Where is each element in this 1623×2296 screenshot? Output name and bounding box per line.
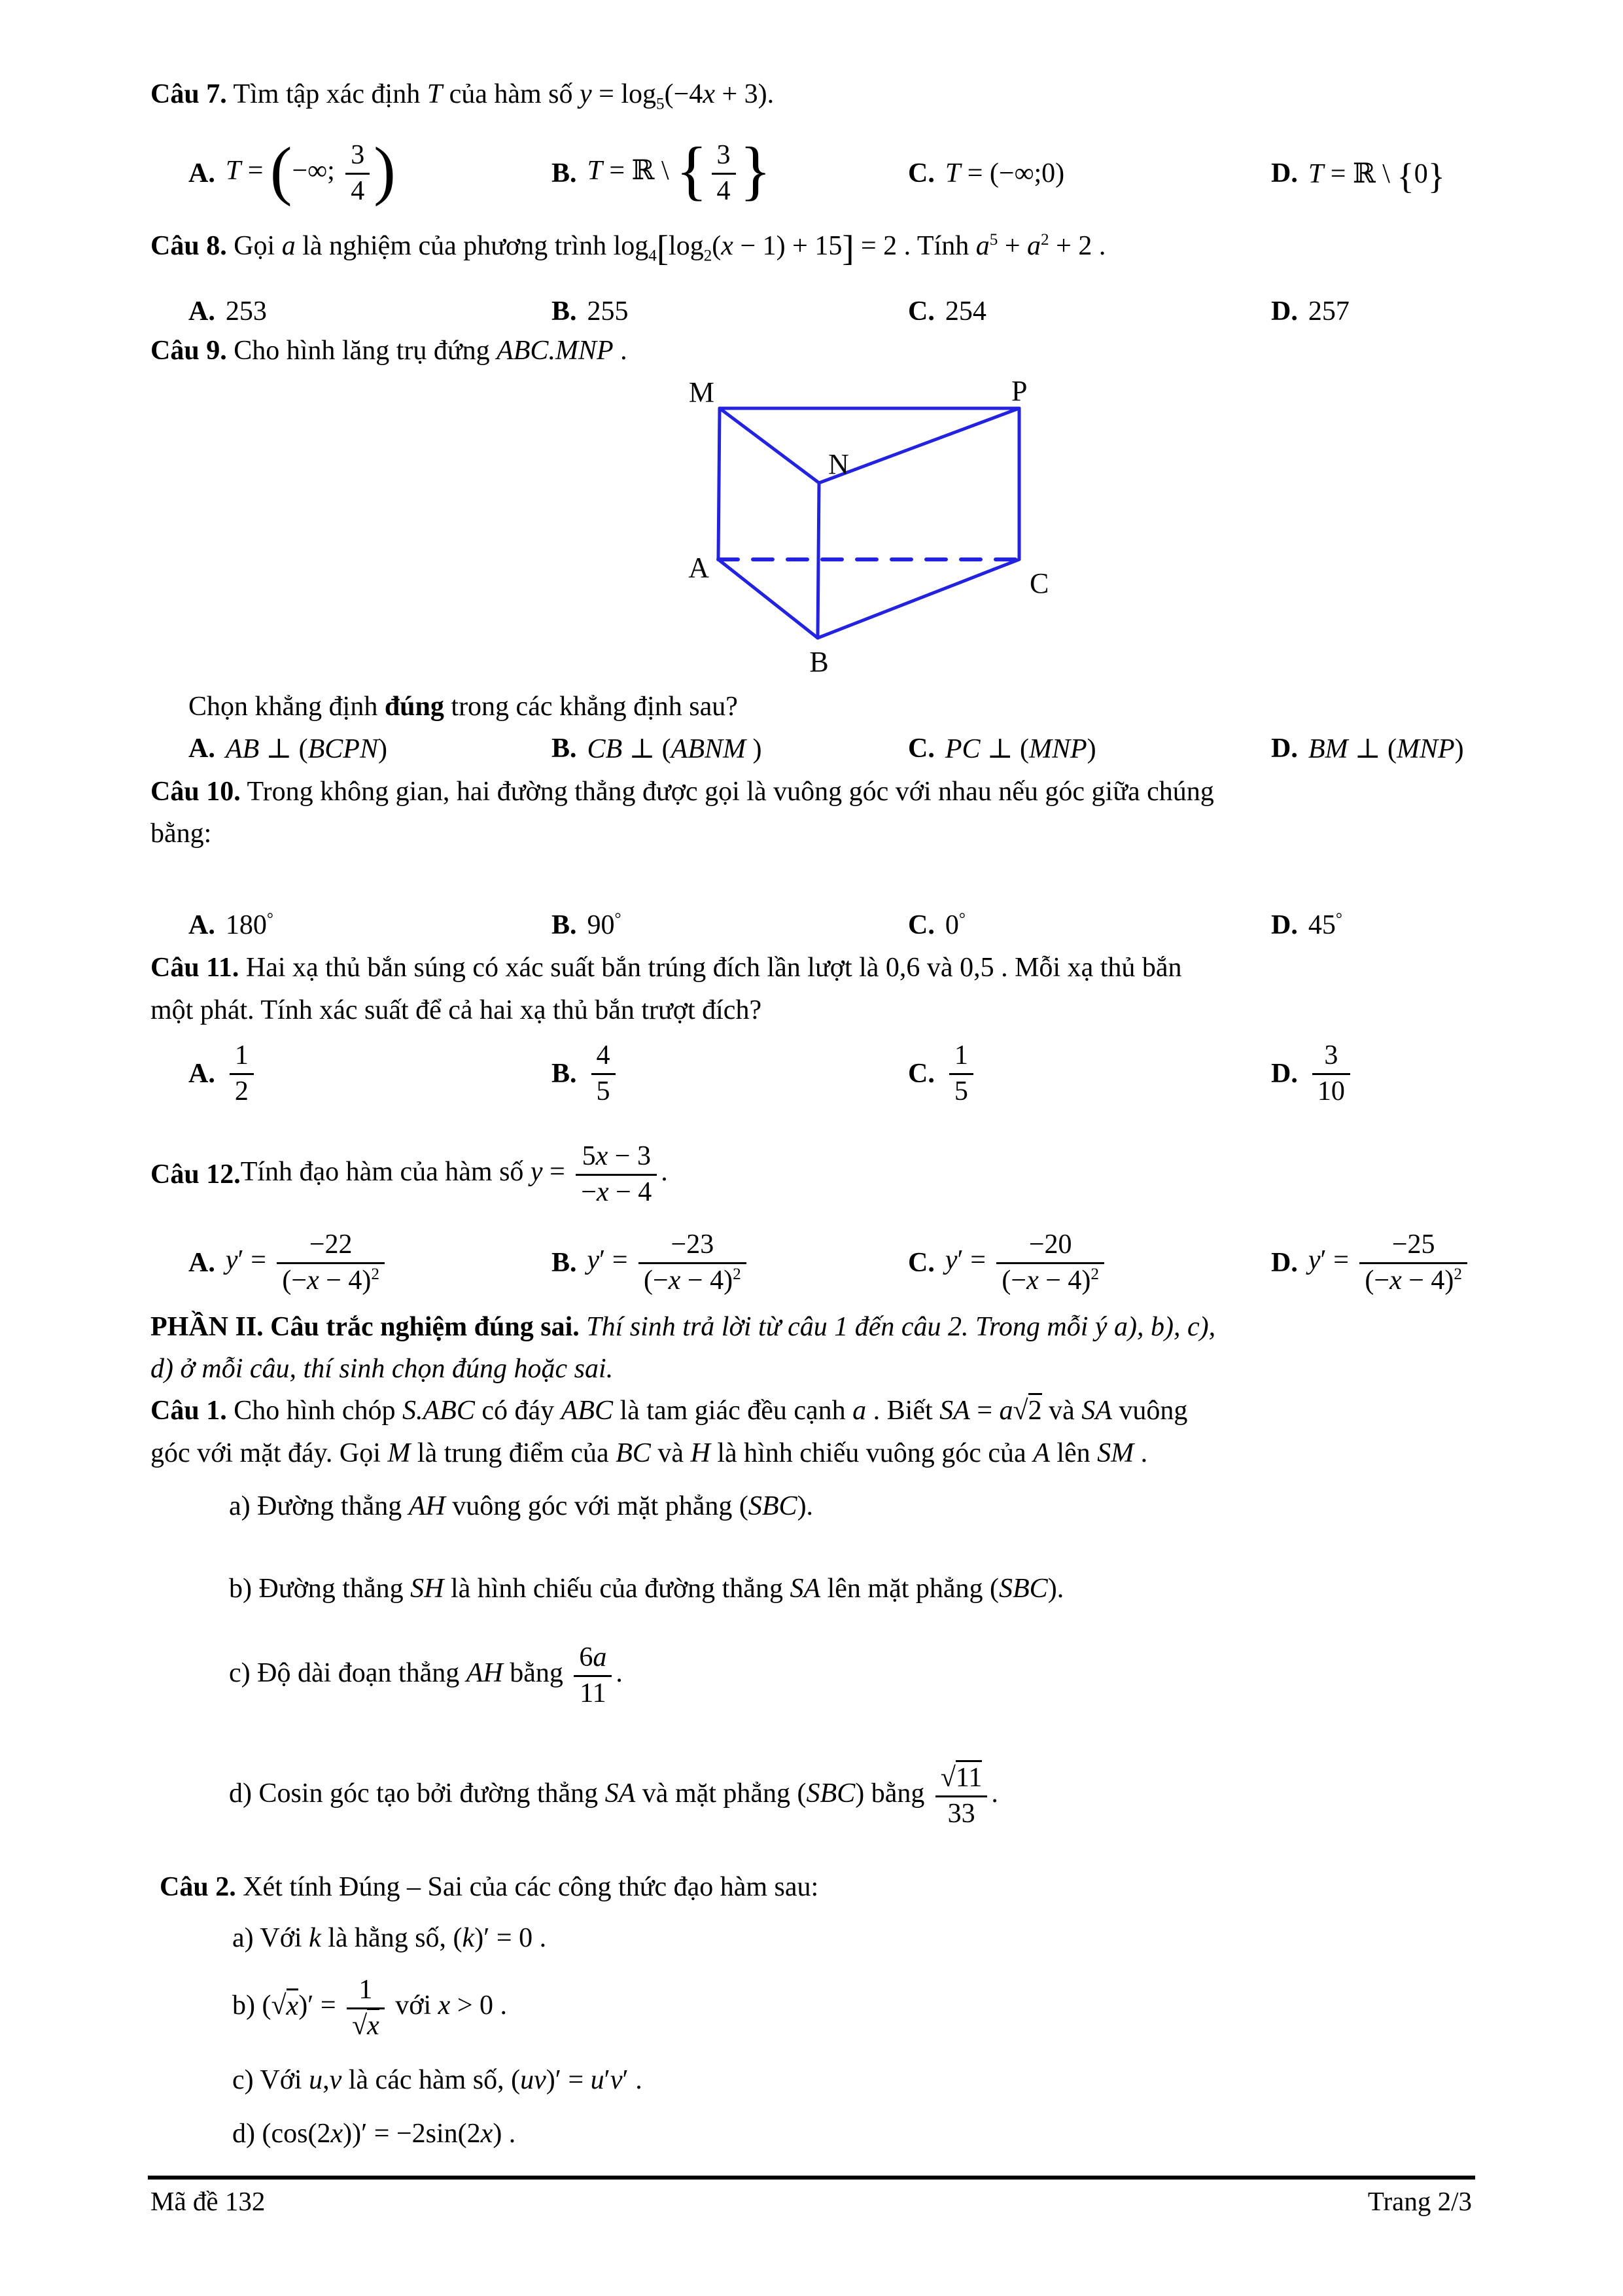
edge-NP (819, 408, 1019, 483)
edge-MN (720, 408, 819, 483)
vertex-label-m: M (688, 376, 714, 408)
vertex-label-a: A (688, 552, 709, 584)
part2-header-italic: Thí sinh trả lời từ câu 1 đến câu 2. Trong mỗi ý a), b), c), (579, 1312, 1216, 1342)
option-value: 255 (587, 296, 629, 327)
option-c (908, 158, 1271, 189)
question-7-text: Tìm tập xác định T của hàm số $y = \log_5(-4x + 3)$. (226, 79, 775, 113)
option-d (1271, 732, 1472, 765)
part2-header-line2 (150, 1353, 1472, 1385)
option-d (1271, 296, 1472, 327)
option-b (551, 1229, 908, 1296)
option-letter: D. (1271, 910, 1298, 940)
option-d (1271, 1229, 1472, 1296)
option-b (551, 1040, 908, 1106)
part2-question-1-label: Câu 1. (150, 1396, 227, 1426)
option-letter: B. (551, 1059, 577, 1089)
option-a (188, 296, 551, 327)
question-10-text: Trong không gian, hai đường thẳng được gọi là vuông góc với nhau nếu góc giữa chúng (240, 777, 1214, 807)
question-10-label: Câu 10. (150, 777, 241, 807)
option-a (188, 910, 551, 941)
option-b (551, 296, 908, 327)
question-7-label: Câu 7. (150, 79, 227, 109)
option-letter: A. (188, 296, 215, 327)
option-c (908, 732, 1271, 765)
option-value: $\frac{1}{5}$ (945, 1040, 977, 1106)
prism-edges (718, 408, 1019, 638)
vertex-label-b: B (809, 646, 829, 678)
footer-divider (148, 2176, 1475, 2180)
vertex-label-n: N (828, 448, 849, 480)
option-letter: D. (1271, 296, 1298, 327)
option-value: AB ⊥ (BCPN) (225, 734, 387, 764)
option-letter: C. (908, 733, 935, 764)
part2-header-italic2: d) ở mỗi câu, thí sinh chọn đúng hoặc sai. (150, 1354, 614, 1384)
option-c (908, 1040, 1271, 1106)
option-letter: B. (551, 910, 577, 940)
option-c (908, 296, 1271, 327)
question-9-followup: Chọn khẳng định đúng trong các khẳng định sau? (188, 692, 738, 722)
edge-MA (718, 408, 720, 559)
option-value: T = ℝ \ {0} (1308, 156, 1445, 196)
question-7 (150, 79, 1472, 113)
option-letter: B. (551, 1248, 577, 1278)
item-text: c) Độ dài đoạn thẳng AH bằng $\frac{6a}{11}$ . (229, 1642, 623, 1708)
part2-q1-item-d (150, 1754, 1472, 1839)
option-value: y′ = $\frac{-25}{(-x - 4)^2}$ (1308, 1229, 1471, 1296)
part2-question-1-text-line2: góc với mặt đáy. Gọi M là trung điểm của BC và H là hình chiếu vuông góc của A lên SM . (150, 1438, 1148, 1468)
part2-header (150, 1311, 1472, 1343)
part2-q1-item-a: a) Đường thẳng AH vuông góc với mặt phẳng (SBC). (229, 1491, 814, 1521)
question-10-text-line2: bằng: (150, 819, 212, 849)
option-value: 45° (1308, 910, 1342, 940)
vertex-label-p: P (1011, 375, 1028, 407)
part2-q2-item-c: c) Với u,v là các hàm số, (uv)′ = u′v′ . (232, 2065, 642, 2095)
question-12-text: Tính đạo hàm của hàm số y = $\frac{5x - 3}{-x - 4}$ . (240, 1141, 668, 1207)
part2-q1-item-b: b) Đường thẳng SH là hình chiếu của đường thẳng SA lên mặt phẳng (SBC). (229, 1574, 1064, 1604)
footer-page-number: Trang 2/3 (1367, 2186, 1472, 2216)
option-value: y′ = $\frac{-23}{(-x - 4)^2}$ (587, 1229, 750, 1296)
question-10-options (150, 904, 1472, 946)
option-letter: C. (908, 910, 935, 940)
question-11-text: Hai xạ thủ bắn súng có xác suất bắn trúng đích lần lượt là 0,6 và 0,5 . Mỗi xạ thủ bắn (239, 953, 1182, 983)
option-value: T = ℝ \ { $\frac{3}{4}$ } (587, 133, 771, 207)
option-value: y′ = $\frac{-20}{(-x - 4)^2}$ (945, 1229, 1108, 1296)
option-letter: B. (551, 296, 577, 327)
edge-NB (818, 483, 819, 638)
question-11-options (150, 1033, 1472, 1115)
option-letter: D. (1271, 1059, 1298, 1089)
footer-exam-code: Mã đề 132 (150, 2186, 266, 2216)
option-letter: A. (188, 1248, 215, 1278)
question-12-options (150, 1221, 1472, 1305)
option-value: 90° (587, 910, 621, 940)
prism-figure (654, 368, 1086, 695)
option-letter: C. (908, 158, 935, 188)
part2-q2-item-a: a) Với k là hằng số, (k)′ = 0 . (232, 1923, 547, 1953)
question-7-options (150, 126, 1472, 221)
option-d (1271, 910, 1472, 941)
option-value: T = (−∞;0) (945, 158, 1065, 188)
option-value: 180° (225, 910, 273, 940)
option-value: 254 (945, 296, 986, 327)
option-value: 0° (945, 910, 966, 940)
option-letter: D. (1271, 733, 1298, 764)
option-value: PC ⊥ (MNP) (945, 734, 1096, 764)
question-9-options (150, 728, 1472, 769)
question-12-label: Câu 12. (150, 1159, 241, 1190)
question-8 (150, 228, 1472, 268)
question-11 (150, 952, 1472, 983)
option-letter: C. (908, 1059, 935, 1089)
part2-q2-item-d: d) (cos(2x))′ = −2sin(2x) . (232, 2119, 516, 2149)
option-value: BM ⊥ (MNP) (1308, 734, 1464, 764)
option-b (551, 133, 908, 207)
part2-question-2-label: Câu 2. (160, 1872, 236, 1902)
question-11-text-line2: một phát. Tính xác suất để cả hai xạ thủ bắn trượt đích? (150, 995, 762, 1025)
part2-question-2 (150, 1871, 1472, 1903)
part2-header-bold: PHẦN II. Câu trắc nghiệm đúng sai. (150, 1312, 580, 1342)
option-d (1271, 156, 1472, 196)
option-letter: B. (551, 158, 577, 188)
option-value: CB ⊥ (ABNM ) (587, 734, 762, 764)
question-12 (150, 1134, 1472, 1215)
footer (150, 2185, 1472, 2217)
option-letter: D. (1271, 1248, 1298, 1278)
option-value: $\frac{1}{2}$ (226, 1040, 258, 1106)
option-c (908, 910, 1271, 941)
question-8-label: Câu 8. (150, 231, 227, 261)
option-letter: D. (1271, 158, 1298, 188)
question-8-options (150, 292, 1472, 331)
part2-q2-item-b (150, 1966, 1472, 2050)
option-letter: A. (188, 1059, 215, 1089)
question-8-text: Gọi a là nghiệm của phương trình $\log_4[\log_2(x - 1) + 15] = 2$ . Tính $a^5 + a^2 + 2$ . (226, 228, 1106, 268)
question-9-text: Cho hình lăng trụ đứng ABC.MNP . (226, 336, 627, 366)
item-text: d) Cosin góc tạo bởi đường thẳng SA và mặt phẳng (SBC) bằng $\frac{√11}{33}$ . (229, 1763, 998, 1829)
option-letter: B. (551, 733, 577, 764)
option-letter: A. (188, 910, 215, 940)
option-b (551, 732, 908, 765)
option-b (551, 910, 908, 941)
question-9-label: Câu 9. (150, 336, 227, 366)
part2-question-2-text: Xét tính Đúng – Sai của các công thức đạo hàm sau: (236, 1872, 819, 1902)
option-value: T = (−∞; $\frac{3}{4}$ ) (225, 133, 396, 207)
option-a (188, 1229, 551, 1296)
option-letter: C. (908, 1248, 935, 1278)
question-9 (150, 335, 1472, 366)
question-11-label: Câu 11. (150, 953, 239, 983)
option-value: $\frac{3}{10}$ (1308, 1040, 1354, 1106)
option-d (1271, 1040, 1472, 1106)
part2-question-1 (150, 1395, 1472, 1426)
question-10 (150, 776, 1472, 807)
option-value: y′ = $\frac{-22}{(-x - 4)^2}$ (226, 1229, 389, 1296)
edge-AB (718, 559, 818, 638)
part2-question-1-text: Cho hình chóp S.ABC có đáy ABC là tam giác đều cạnh a . Biết SA = a√2 và SA vuông (227, 1393, 1188, 1426)
part2-q1-item-c (150, 1634, 1472, 1717)
option-a (188, 732, 551, 765)
option-letter: A. (188, 733, 215, 764)
option-value: 257 (1308, 296, 1350, 327)
item-text: b) (√x)′ = $\frac{1}{√x}$ với x > 0 . (232, 1975, 508, 2041)
edge-BC (818, 559, 1019, 638)
option-a (188, 1040, 551, 1106)
option-letter: A. (188, 158, 215, 188)
option-letter: C. (908, 296, 935, 327)
vertex-label-c: C (1030, 567, 1049, 599)
option-value: 253 (225, 296, 267, 327)
option-a (188, 133, 551, 207)
option-c (908, 1229, 1271, 1296)
option-value: $\frac{4}{5}$ (587, 1040, 620, 1106)
